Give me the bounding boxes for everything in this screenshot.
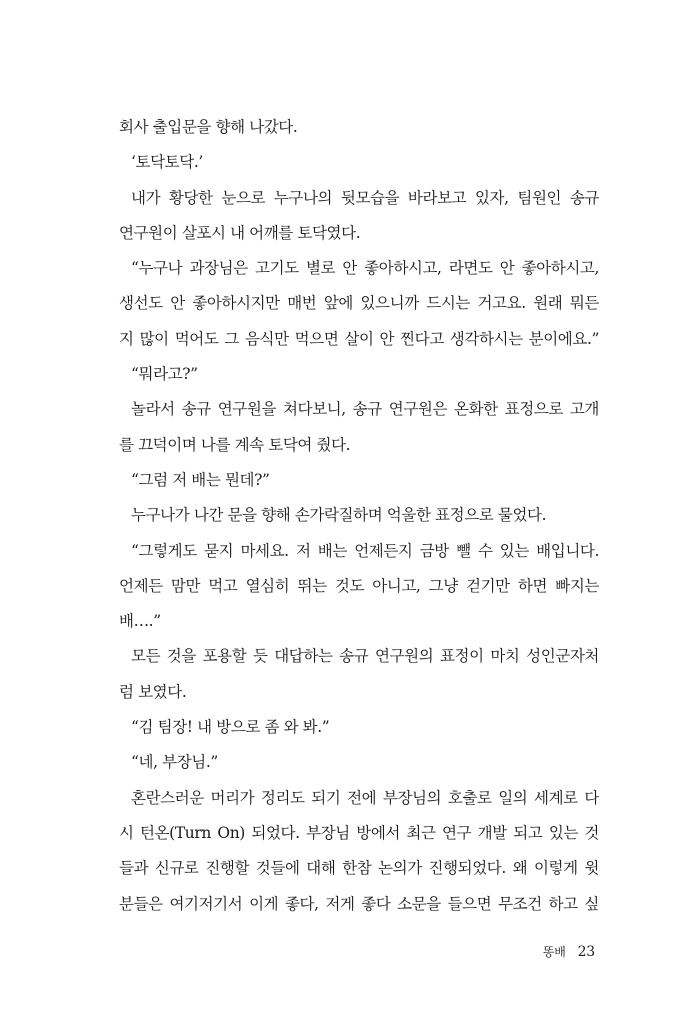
text-line: 누구나가 나간 문을 향해 손가락질하며 억울한 표정으로 물었다.	[131, 506, 547, 525]
body-text	[119, 110, 599, 922]
text-line: 를 끄덕이며 나를 계속 토닥여 줬다.	[119, 435, 351, 454]
running-title: 똥배	[542, 945, 566, 959]
text-line: “누구나 과장님은 고기도 별로 안 좋아하시고, 라면도 안 좋아하시고,	[131, 259, 599, 278]
text-line: “그렇게도 묻지 마세요. 저 배는 언제든지 금방 뺄 수 있는 배입니다.	[131, 541, 599, 560]
text-line: 모든 것을 포용할 듯 대답하는 송규 연구원의 표정이 마치 성인군자처	[131, 647, 599, 666]
text-line: 언제든 맘만 먹고 열심히 뛰는 것도 아니고, 그냥 걷기만 하면 빠지는	[119, 576, 599, 595]
text-line: 들과 신규로 진행할 것들에 대해 한참 논의가 진행되었다. 왜 이렇게 윗	[119, 859, 599, 878]
text-line: 럼 보였다.	[119, 682, 187, 701]
text-line: 시 턴온(Turn On) 되었다. 부장님 방에서 최근 연구 개발 되고 있는 것	[119, 823, 599, 842]
text-line: 분들은 여기저기서 이게 좋다, 저게 좋다 소문을 들으면 무조건 하고 싶	[119, 894, 599, 913]
text-line: 배….”	[119, 612, 161, 631]
text-line: 지 많이 먹어도 그 음식만 먹으면 살이 안 찐다고 생각하시는 분이에요.”	[119, 329, 599, 348]
text-line: “그럼 저 배는 뭔데?”	[131, 470, 270, 489]
text-line: “네, 부장님.”	[131, 753, 218, 772]
text-line: “뭐라고?”	[131, 365, 198, 384]
page-footer	[543, 943, 595, 960]
text-line: 연구원이 살포시 내 어깨를 토닥였다.	[119, 223, 361, 242]
text-line: 놀라서 송규 연구원을 쳐다보니, 송규 연구원은 온화한 표정으로 고개	[131, 400, 599, 419]
text-line: 회사 출입문을 향해 나갔다.	[119, 118, 298, 136]
text-line: 혼란스러운 머리가 정리도 되기 전에 부장님의 호출로 일의 세계로 다	[131, 788, 599, 807]
text-line: “김 팀장! 내 방으로 좀 와 봐.”	[131, 718, 330, 737]
page-number: 23	[577, 944, 595, 960]
text-line: 내가 황당한 눈으로 누구나의 뒷모습을 바라보고 있자, 팀원인 송규	[131, 188, 599, 207]
text-line: 생선도 안 좋아하시지만 매번 앞에 있으니까 드시는 거고요. 원래 뭐든	[119, 294, 599, 313]
text-line: ‘토닥토닥.’	[131, 153, 203, 172]
